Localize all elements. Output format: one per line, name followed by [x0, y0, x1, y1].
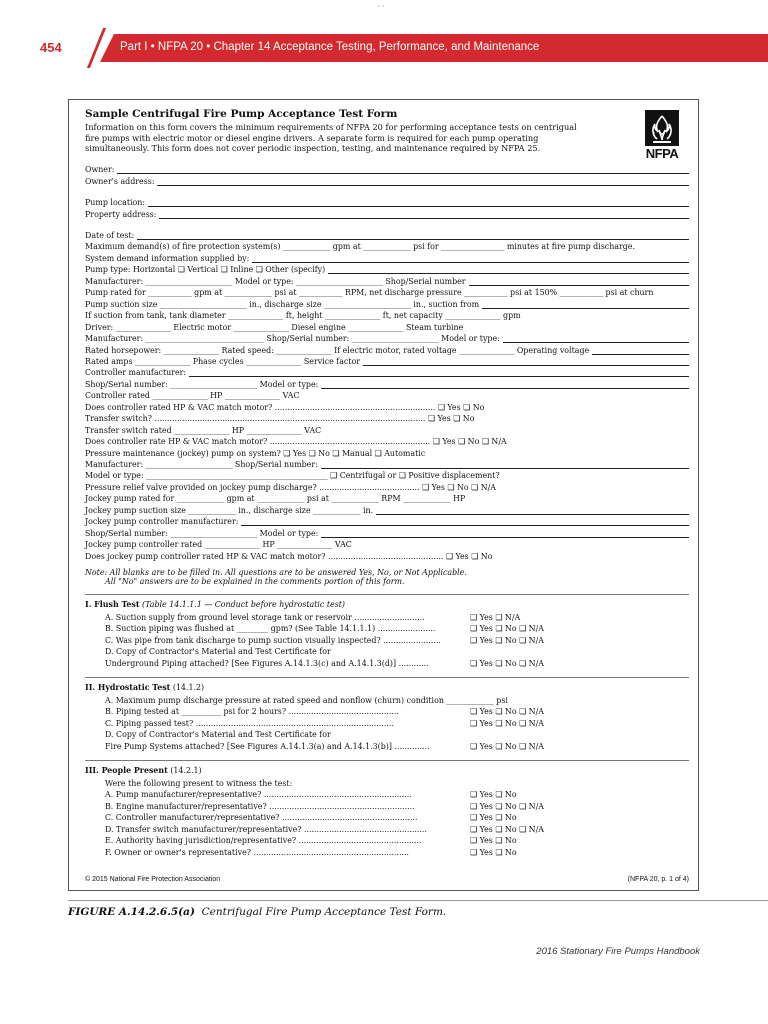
blank-line[interactable] — [376, 505, 689, 515]
form-line: Rated amps ______________ Phase cycles ______________ Service factor — [85, 356, 689, 367]
logo-text: NFPA — [645, 146, 679, 161]
location-field: Pump location: — [85, 197, 689, 208]
nfpa-logo — [639, 110, 685, 162]
copyright: © 2015 National Fire Protection Association — [85, 876, 221, 883]
blank-line[interactable] — [159, 209, 689, 219]
flame-icon — [645, 110, 679, 146]
running-footer: 2016 Stationary Fire Pumps Handbook — [536, 946, 700, 957]
blank-line[interactable] — [482, 299, 689, 309]
checklist-item: B. Piping tested at __________ psi for 2 hours? ............................................ ❑ Yes ❑ No ❑ N/A — [105, 707, 544, 717]
checklist-item: A. Pump manufacturer/representative? ........................................................... ❑ Yes ❑ No — [105, 790, 517, 800]
answer-checkboxes[interactable]: ❑ Yes ❑ No — [470, 836, 517, 846]
answer-checkboxes[interactable]: ❑ Yes ❑ No — [470, 813, 517, 823]
answer-checkboxes[interactable]: ❑ Yes ❑ No ❑ N/A — [470, 741, 544, 751]
section-lead: Were the following present to witness the test: — [105, 778, 293, 788]
owner-field: Owner: — [85, 164, 689, 175]
form-line: Jockey pump rated for ____________ gpm at ____________ psi at ____________ RPM ____________ HP — [85, 494, 466, 504]
form-line: System demand information supplied by: — [85, 253, 689, 264]
form-line: Manufacturer: ______________________________ Shop/Serial number: ______________________ Model or type: — [85, 333, 689, 344]
answer-checkboxes[interactable]: ❑ Yes ❑ No ❑ N/A — [470, 707, 544, 717]
form-line: Jockey pump controller rated ______________ HP ______________ VAC — [85, 540, 352, 550]
page-reference: (NFPA 20, p. 1 of 4) — [627, 876, 689, 883]
page-header — [0, 34, 768, 62]
checklist-item: A. Suction supply from ground level storage tank or reservoir ............................ ❑ Yes ❑ N/A — [105, 612, 521, 622]
form-line: Jockey pump controller manufacturer: — [85, 516, 689, 527]
blank-line[interactable] — [117, 164, 689, 174]
form-line: Date of test: — [85, 230, 689, 241]
blank-line[interactable] — [592, 345, 689, 355]
checklist-item: C. Piping passed test? ............................................................................... ❑ Yes ❑ No ❑ N/A — [105, 718, 544, 728]
checklist-item: D. Copy of Contractor's Material and Test Certificate for — [105, 730, 331, 740]
blank-line[interactable] — [328, 264, 689, 274]
section-heading: III. People Present (14.2.1) — [85, 766, 202, 776]
form-line: Transfer switch rated ______________ HP ______________ VAC — [85, 425, 322, 435]
checklist-item: C. Controller manufacturer/representative? ...................................................... ❑ Yes ❑ No — [105, 813, 517, 823]
checklist-item: C. Was pipe from tank discharge to pump suction visually inspected? ....................... ❑ Yes ❑ No ❑ N/A — [105, 635, 544, 645]
form-line: If suction from tank, tank diameter ______________ ft, height ______________ ft, net capacity ______________ gpm — [85, 311, 521, 321]
section-heading: II. Hydrostatic Test (14.1.2) — [85, 683, 205, 693]
divider — [85, 677, 689, 678]
form-line: Pressure maintenance (jockey) pump on system? ❑ Yes ❑ No ❑ Manual ❑ Automatic — [85, 448, 426, 458]
blank-line[interactable] — [137, 230, 689, 240]
checklist-item: D. Copy of Contractor's Material and Test Certificate for — [105, 647, 331, 657]
form-line: Does controller rated HP & VAC match motor? ................................................................ ❑ Yes ❑ No — [85, 402, 485, 412]
page-mark: ' ' — [378, 4, 385, 12]
checklist-item: A. Maximum pump discharge pressure at rated speed and nonflow (churn) condition ____________ psi — [105, 695, 508, 705]
chapter-title: Part I • NFPA 20 • Chapter 14 Acceptance Testing, Performance, and Maintenance — [120, 41, 540, 53]
answer-checkboxes[interactable]: ❑ Yes ❑ No ❑ N/A — [470, 635, 544, 645]
form-line: Model or type: ______________________________________________ ❑ Centrifugal or ❑ Positive displacement? — [85, 471, 500, 481]
form-title: Sample Centrifugal Fire Pump Acceptance Test Form — [85, 108, 398, 120]
header-slash — [87, 28, 106, 68]
form-line: Controller manufacturer: — [85, 367, 689, 378]
blank-line[interactable] — [148, 197, 689, 207]
figure-title: Centrifugal Fire Pump Acceptance Test Form. — [201, 906, 447, 918]
form-line: Manufacturer: ______________________ Model or type: ______________________ Shop/Serial number — [85, 276, 689, 287]
form-line: Controller rated ______________ HP ______________ VAC — [85, 391, 300, 401]
blank-line[interactable] — [157, 176, 689, 186]
blank-line[interactable] — [503, 333, 689, 343]
divider — [85, 594, 689, 595]
form-line: Pump type: Horizontal ❑ Vertical ❑ Inline ❑ Other (specify) — [85, 264, 689, 275]
blank-line[interactable] — [363, 356, 689, 366]
figure-label: FIGURE A.14.2.6.5(a) — [68, 906, 195, 918]
checklist-item: Underground Piping attached? [See Figures A.14.1.3(c) and A.14.1.3(d)] ............ ❑ Yes ❑ No ❑ N/A — [105, 658, 544, 668]
location-field: Property address: — [85, 209, 689, 220]
answer-checkboxes[interactable]: ❑ Yes ❑ N/A — [470, 612, 521, 622]
checklist-item: D. Transfer switch manufacturer/representative? ................................................. ❑ Yes ❑ No ❑ N/A — [105, 824, 544, 834]
answer-checkboxes[interactable]: ❑ Yes ❑ No ❑ N/A — [470, 658, 544, 668]
answer-checkboxes[interactable]: ❑ Yes ❑ No — [470, 790, 517, 800]
form-line: Jockey pump suction size ____________ in., discharge size ____________ in. — [85, 505, 689, 516]
form-line: Shop/Serial number: ______________________ Model or type: — [85, 528, 689, 539]
answer-checkboxes[interactable]: ❑ Yes ❑ No ❑ N/A — [470, 718, 544, 728]
form-line: Pump rated for ___________ gpm at ____________ psi at ___________ RPM, net discharge pressure ___________ psi at 150% ___________ psi at churn — [85, 288, 654, 298]
form-note-2: All "No" answers are to be explained in the comments portion of this form. — [105, 577, 405, 587]
checklist-item: B. Suction piping was flushed at ________ gpm? (See Table 14.1.1.1) ....................... ❑ Yes ❑ No ❑ N/A — [105, 624, 544, 634]
form-line: Driver: ______________ Electric motor ______________ Diesel engine ______________ Steam turbine — [85, 322, 464, 332]
acceptance-test-form — [68, 99, 699, 891]
checklist-item: F. Owner or owner's representative? .............................................................. ❑ Yes ❑ No — [105, 847, 517, 857]
caption-rule — [68, 900, 768, 901]
answer-checkboxes[interactable]: ❑ Yes ❑ No ❑ N/A — [470, 801, 544, 811]
answer-checkboxes[interactable]: ❑ Yes ❑ No ❑ N/A — [470, 624, 544, 634]
checklist-item: E. Authority having jurisdiction/representative? ................................................. ❑ Yes ❑ No — [105, 836, 517, 846]
answer-checkboxes[interactable]: ❑ Yes ❑ No — [470, 847, 517, 857]
form-line: Manufacturer: ______________________ Shop/Serial number: — [85, 459, 689, 470]
checklist-item: Fire Pump Systems attached? [See Figures A.14.1.3(a) and A.14.1.3(b)] .............. ❑ Yes ❑ No ❑ N/A — [105, 741, 544, 751]
owner-field: Owner's address: — [85, 176, 689, 187]
blank-line[interactable] — [189, 367, 689, 377]
form-note: Note: All blanks are to be filled in. All questions are to be answered Yes, No, or Not Applicable. — [85, 568, 467, 578]
blank-line[interactable] — [469, 276, 689, 286]
blank-line[interactable] — [241, 516, 689, 526]
form-footer — [85, 876, 689, 883]
checklist-item: B. Engine manufacturer/representative? .......................................................... ❑ Yes ❑ No ❑ N/A — [105, 801, 544, 811]
blank-line[interactable] — [321, 528, 689, 538]
page-number: 454 — [40, 40, 62, 55]
form-line: Maximum demand(s) of fire protection system(s) ____________ gpm at ____________ psi for ________________ minutes at fire pump discharge. — [85, 242, 635, 252]
section-heading: I. Flush Test (Table 14.1.1.1 — Conduct before hydrostatic test) — [85, 600, 345, 610]
form-line: Shop/Serial number: ______________________ Model or type: — [85, 379, 689, 390]
form-line: Pump suction size ______________________ in., discharge size ______________________ in., suction from — [85, 299, 689, 310]
blank-line[interactable] — [321, 459, 689, 469]
blank-line[interactable] — [321, 379, 689, 389]
form-intro: Information on this form covers the minimum requirements of NFPA 20 for performing acceptance tests on centrigual fire pumps with electric motor or diesel engine drivers. A separate form is required for each pump operating simultaneously. This form does not cover periodic inspection, testing, and maintenance required by NFPA 25. — [85, 122, 577, 154]
blank-line[interactable] — [252, 253, 689, 263]
divider — [85, 760, 689, 761]
form-line: Does jockey pump controller rated HP & VAC match motor? .............................................. ❑ Yes ❑ No — [85, 551, 493, 561]
form-line: Does controller rate HP & VAC match motor? ................................................................ ❑ Yes ❑ No ❑ N/A — [85, 437, 507, 447]
figure-caption — [68, 906, 446, 918]
form-line: Rated horsepower: ______________ Rated speed: ______________ If electric motor, rated voltage ______________ Operating voltage — [85, 345, 689, 356]
form-line: Pressure relief valve provided on jockey pump discharge? ........................................ ❑ Yes ❑ No ❑ N/A — [85, 482, 496, 492]
answer-checkboxes[interactable]: ❑ Yes ❑ No ❑ N/A — [470, 824, 544, 834]
form-line: Transfer switch? ............................................................................................................ ❑ Yes ❑ No — [85, 414, 475, 424]
